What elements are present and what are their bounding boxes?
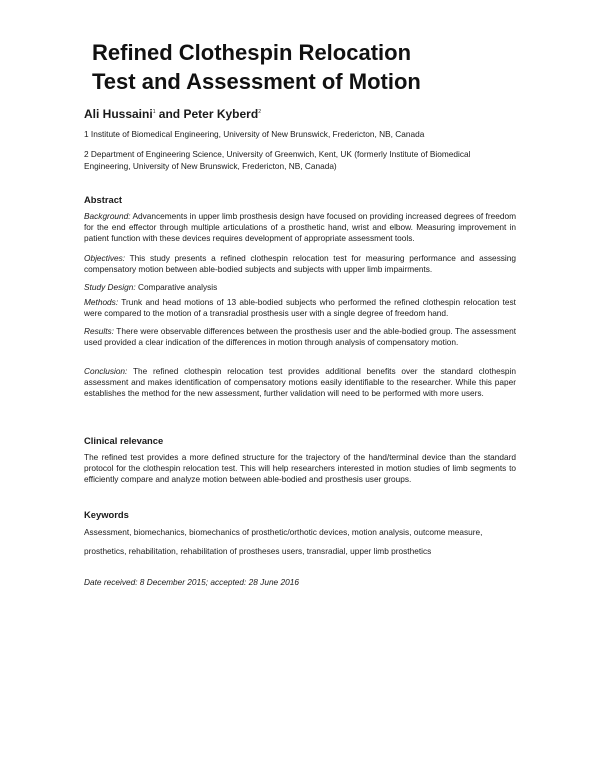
methods-text: Trunk and head motions of 13 able-bodied subjects who performed the refined clothespin relocation test were compared to the motion of a transradial prosthesis user with a single degree of freedom hand. (84, 297, 516, 319)
results-label: Results: (84, 326, 114, 336)
objectives-text: This study presents a refined clothespin relocation test for measuring performance and assessing compensatory motion between able-bodied subjects and subjects with upper limb impairments. (84, 253, 516, 275)
study-design-label: Study Design: (84, 282, 136, 292)
author-1-affiliation-mark: 1 (152, 109, 156, 115)
title-line-1: Refined Clothespin Relocation (92, 40, 412, 65)
clinical-relevance-text: The refined test provides a more defined structure for the trajectory of the hand/terminal device than the standard protocol for the clothespin relocation test. This will help researchers interested in motion studies of limb segments to efficiently compare and analyze motion between able-bodied and prosthesis user groups. (84, 452, 516, 485)
abstract-methods (84, 297, 516, 319)
paper-title (92, 38, 552, 96)
author-list (84, 107, 261, 121)
affiliation-2: 2 Department of Engineering Science, University of Greenwich, Kent, UK (formerly Institute of Biomedical Engineering, University of New Brunswick, Fredericton, NB, Canada) (84, 149, 471, 171)
results-text: There were observable differences between the prosthesis user and the able-bodied group. The assessment used provided a clear indication of the differences in motion through analysis of compensatory motion. (84, 326, 516, 348)
objectives-label: Objectives: (84, 253, 126, 263)
affiliation-1: 1 Institute of Biomedical Engineering, University of New Brunswick, Fredericton, NB, Canada (84, 129, 425, 139)
abstract-study-design (84, 282, 516, 293)
author-connector: and (155, 107, 184, 121)
author-2-affiliation-mark: 2 (258, 109, 261, 115)
keywords-line-2: prosthetics, rehabilitation, rehabilitation of prostheses users, transradial, upper limb prosthetics (84, 546, 432, 556)
methods-label: Methods: (84, 297, 119, 307)
title-line-2: Test and Assessment of Motion (92, 69, 421, 94)
date-received-line: Date received: 8 December 2015; accepted: 28 June 2016 (84, 577, 299, 587)
author-1: Ali Hussaini (84, 107, 153, 121)
abstract-results (84, 326, 516, 348)
keywords-line-1: Assessment, biomechanics, biomechanics of prosthetic/orthotic devices, motion analysis, outcome measure, (84, 527, 483, 537)
conclusion-text: The refined clothespin relocation test provides additional benefits over the standard clothespin assessment and makes identification of compensatory motions easily identifiable to the researcher. While this paper establishes the method for the new assessment, further validation will need to be performed with more users. (84, 366, 516, 399)
keywords-heading: Keywords (84, 509, 129, 520)
clinical-relevance-heading: Clinical relevance (84, 435, 164, 446)
abstract-heading: Abstract (84, 194, 123, 205)
study-design-text: Comparative analysis (135, 282, 218, 292)
abstract-conclusion (84, 366, 516, 400)
background-text: Advancements in upper limb prosthesis design have focused on providing increased degrees of freedom for the end effector through multiple articulations of a prosthetic hand, wrist and elbow. Measuring improvement in patient function with these devices requires development of appropriate assessment tools. (84, 211, 516, 244)
author-2: Peter Kyberd (183, 107, 259, 121)
background-label: Background: (84, 211, 131, 221)
conclusion-label: Conclusion: (84, 366, 128, 376)
abstract-background (84, 211, 516, 245)
abstract-objectives (84, 253, 516, 275)
